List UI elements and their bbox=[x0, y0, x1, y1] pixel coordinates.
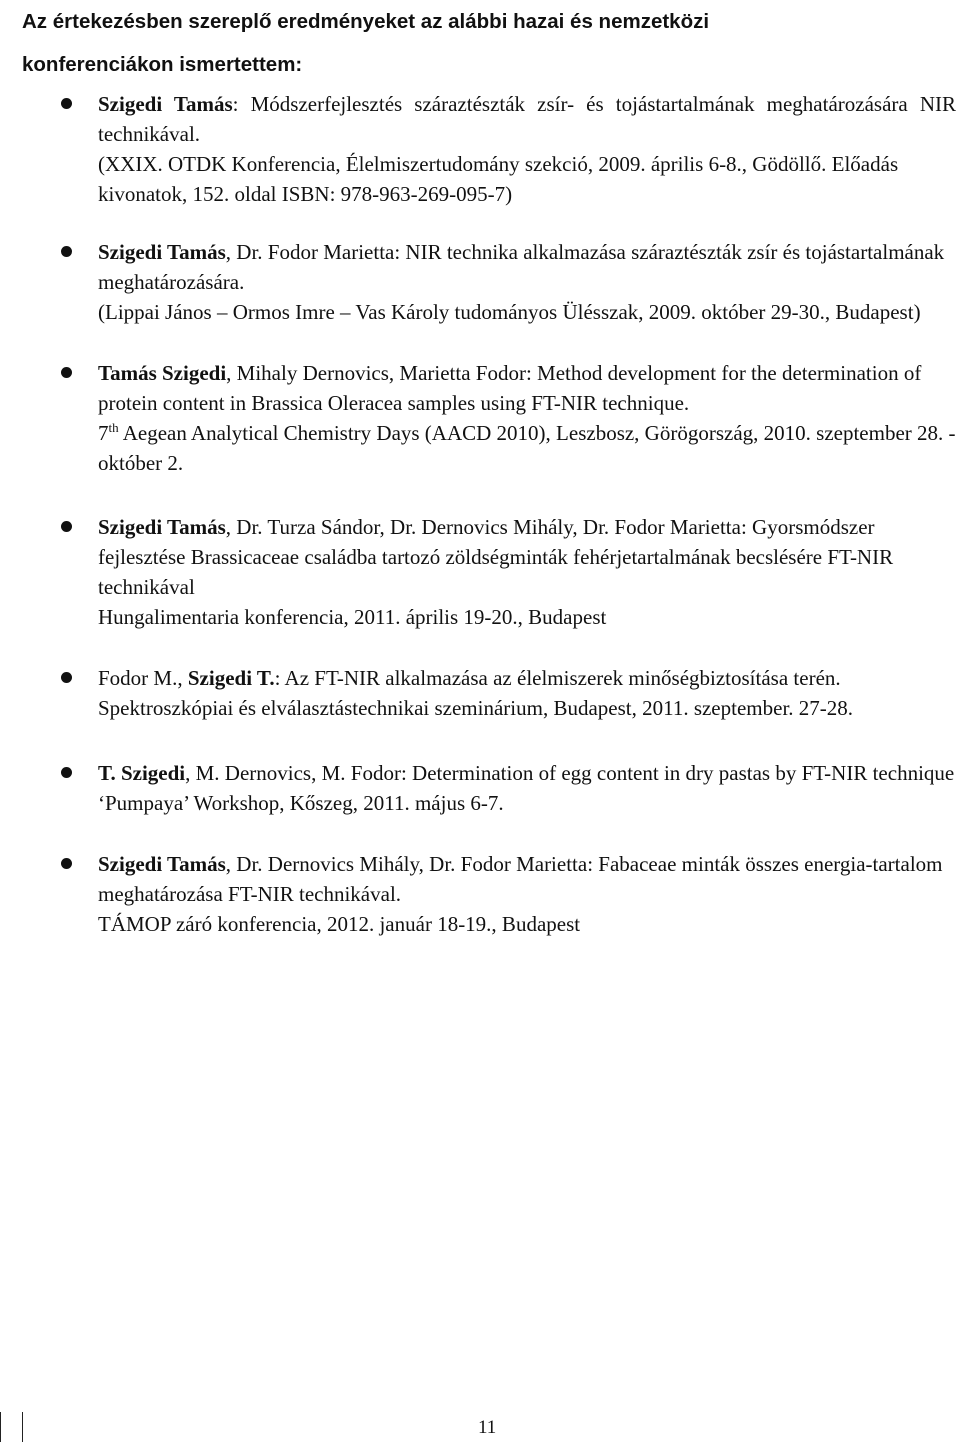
bullet-icon bbox=[61, 672, 72, 683]
entry-venue: Spektroszkópiai és elválasztástechnikai szeminárium, Budapest, 2011. szeptember. 27-28. bbox=[98, 696, 854, 720]
page-number: 11 bbox=[478, 1417, 497, 1438]
list-item bbox=[0, 358, 956, 478]
bullet-icon bbox=[61, 98, 72, 109]
bullet-icon bbox=[61, 246, 72, 257]
ordinal-superscript: th bbox=[108, 420, 119, 435]
author-bold: Szigedi T. bbox=[187, 666, 275, 690]
footer-rule-right bbox=[22, 1412, 23, 1442]
entry-title: Szigedi Tamás, Dr. Fodor Marietta: NIR technika alkalmazása száraztészták zsír és tojástartalmának meghatározására. bbox=[98, 240, 945, 294]
entry-title: Szigedi Tamás: Módszerfejlesztés száraztészták zsír- és tojástartalmának meghatározására NIR technikával. bbox=[98, 92, 957, 146]
list-item bbox=[0, 849, 956, 939]
list-item bbox=[0, 512, 956, 632]
author-bold: Szigedi Tamás bbox=[98, 515, 226, 539]
entry-title: Szigedi Tamás, Dr. Dernovics Mihály, Dr. Fodor Marietta: Fabaceae minták összes energia-tartalom meghatározása FT-NIR technikával. bbox=[98, 852, 943, 906]
entry-venue: ‘Pumpaya’ Workshop, Kőszeg, 2011. május 6-7. bbox=[98, 791, 504, 815]
entry-venue: TÁMOP záró konferencia, 2012. január 18-19., Budapest bbox=[98, 912, 581, 936]
heading-line-2: konferenciákon ismertettem: bbox=[22, 53, 303, 76]
author-bold: T. Szigedi bbox=[98, 761, 186, 785]
entry-title: T. Szigedi, M. Dernovics, M. Fodor: Determination of egg content in dry pastas by FT-NIR technique bbox=[98, 761, 955, 785]
bullet-icon bbox=[61, 858, 72, 869]
bullet-icon bbox=[61, 767, 72, 778]
page-heading bbox=[22, 0, 942, 86]
entry-venue: (XXIX. OTDK Konferencia, Élelmiszertudomány szekció, 2009. április 6-8., Gödöllő. Előadás kivonatok, 152. oldal ISBN: 978-963-269-095-7) bbox=[98, 152, 899, 206]
conference-list bbox=[0, 89, 960, 939]
entry-venue: (Lippai János – Ormos Imre – Vas Károly tudományos Ülésszak, 2009. október 29-30., Budapest) bbox=[98, 300, 921, 324]
author-bold: Szigedi Tamás bbox=[98, 852, 226, 876]
entry-title: Szigedi Tamás, Dr. Turza Sándor, Dr. Dernovics Mihály, Dr. Fodor Marietta: Gyorsmódszer fejlesztése Brassicaceae családba tartozó zöldségminták fehérjetartalmának becslésére FT-NIR technikával bbox=[98, 515, 894, 599]
entry-title: Fodor M., Szigedi T.: Az FT-NIR alkalmazása az élelmiszerek minőségbiztosítása terén. bbox=[98, 666, 841, 690]
entry-venue: 7th Aegean Analytical Chemistry Days (AACD 2010), Leszbosz, Görögország, 2010. szeptember 28. - október 2. bbox=[98, 420, 956, 475]
list-item bbox=[0, 237, 956, 327]
list-item bbox=[0, 758, 956, 818]
entry-venue: Hungalimentaria konferencia, 2011. április 19-20., Budapest bbox=[98, 605, 607, 629]
bullet-icon bbox=[61, 367, 72, 378]
heading-line-1: Az értekezésben szereplő eredményeket az alábbi hazai és nemzetközi bbox=[22, 10, 710, 33]
page-footer bbox=[0, 1408, 960, 1444]
entry-title: Tamás Szigedi, Mihaly Dernovics, Marietta Fodor: Method development for the determination of protein content in Brassica Oleracea samples using FT-NIR technique. bbox=[98, 361, 922, 415]
bullet-icon bbox=[61, 521, 72, 532]
list-item bbox=[0, 89, 956, 209]
author-bold: Szigedi Tamás bbox=[98, 92, 233, 116]
list-item bbox=[0, 663, 956, 723]
author-bold: Szigedi Tamás bbox=[98, 240, 226, 264]
author-bold: Tamás Szigedi bbox=[98, 361, 227, 385]
footer-rule-left bbox=[0, 1412, 1, 1442]
